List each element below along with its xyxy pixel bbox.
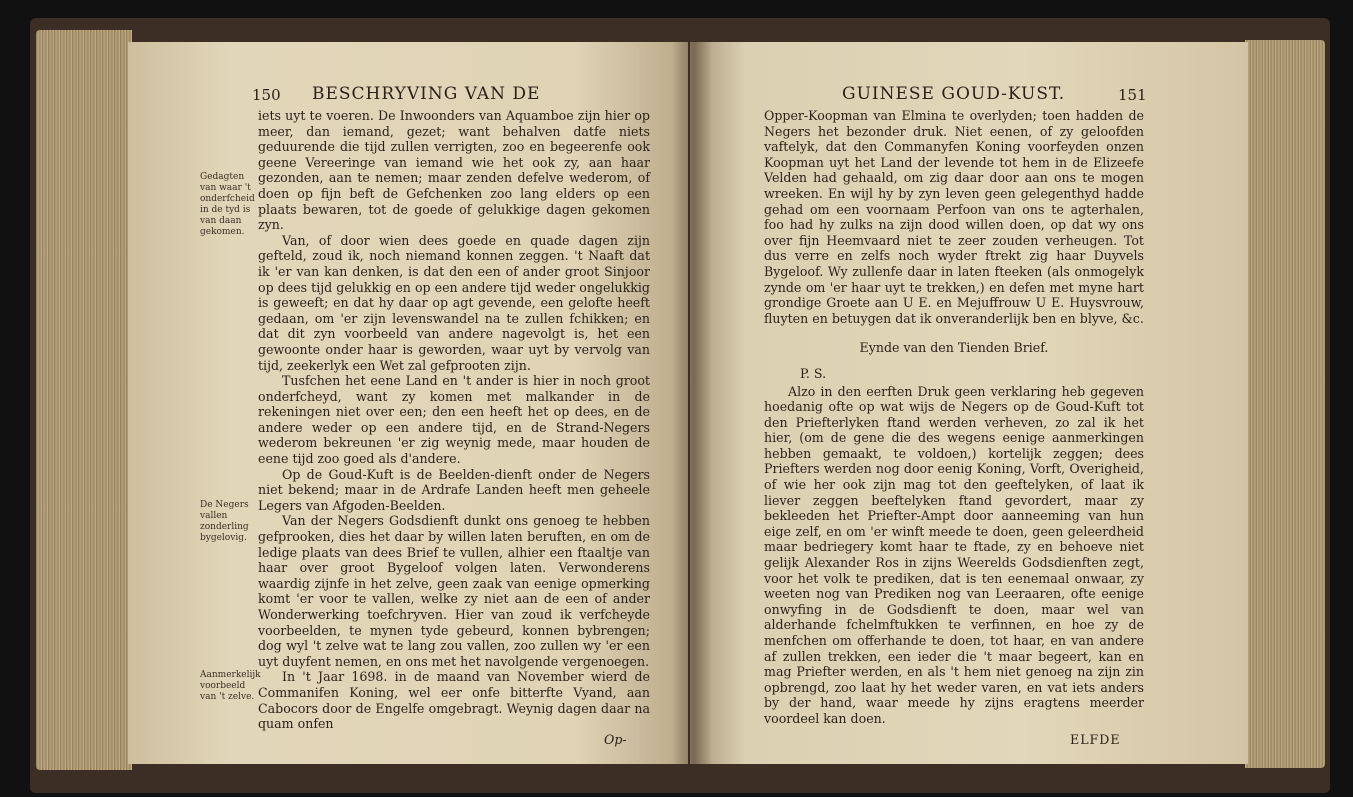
paragraph: In 't Jaar 1698. in de maand van November wierd de Commanifen Koning, wel eer onfe bitterfte Vyand, aan Cabocors door de Engelfe omgebragt. Weynig dagen daar na quam onfen: [258, 669, 650, 732]
left-page-edges: [36, 30, 132, 770]
margin-note-2: De Negers vallen zonderling bygelovig.: [200, 500, 249, 543]
right-running-header: GUINESE GOUD-KUST.: [842, 84, 1066, 104]
left-running-header: BESCHRYVING VAN DE: [312, 84, 541, 104]
closing-line: Eynde van den Tienden Brief.: [859, 340, 1049, 356]
right-page-number: 151: [1118, 86, 1147, 104]
paragraph: Opper-Koopman van Elmina te overlyden; toen hadden de Negers het bezonder druk. Niet eenen, of zy geloofden vaftelyk, dat den Commanyfen Koning voorfeyden onzen Koopman uyt het Land der levende tot hem in de Elizeefe Velden had gehaald, om zig daar door aan ons te mogen wreeken. En wijl hy by zyn leven geen gelegenthyd hadde gehad om een voornaam Perfoon van ons te agterhalen, foo had hy zulks na zijn dood willen doen, op dat wy ons over fijn Heemvaard niet te zeer zouden verheugen. Tot dus verre en zelfs noch wyder ftrekt zig haar Duyvels Bygeloof. Wy zullenfe daar in laten fteeken (als onmogelyk zynde om 'er haar uyt te trekken,) en defen met myne hart grondige Groete aan U E. en Mejuffrouw U E. Huysvrouw, fluyten en betuygen dat ik onveranderlijk ben en blyve, &c.: [764, 108, 1144, 326]
left-catchword: Op-: [604, 732, 627, 747]
right-catchword: ELFDE: [1070, 732, 1121, 747]
paragraph: Tusfchen het eene Land en 't ander is hier in noch groot onderfcheyd, want zy komen met malkander in de rekeningen niet over een; den een heeft het op dees, en de andere weder op een andere tijd, en de Strand-Negers wederom bekreunen 'er zig weynig mede, maar houden de eene tijd zoo goed als d'andere.: [258, 373, 650, 467]
left-page: [128, 42, 688, 764]
ps-label: P. S.: [800, 365, 827, 381]
right-page-edges: [1245, 40, 1325, 768]
margin-note-1: Gedagten van waar 't onderfcheid in de tyd is van daan gekomen.: [200, 172, 255, 237]
left-page-number: 150: [252, 86, 281, 104]
postscript: Alzo in den eerften Druk geen verklaring heb gegeven hoedanig ofte op wat wijs de Negers op de Goud-Kuft tot den Priefterlyken ftand werden verheven, zo zal ik het hier, (om de gene die des wegens eenige aanmerkingen hebben gemaakt, te voldoen,) kortelijk zeggen; dees Priefters werden nog door eenig Koning, Vorft, Overigheid, of wie her ook zijn mag tot den geeftelyken, of laat ik liever zeggen beeftelyken ftand gevordert, maar zy bekleeden het Priefter-Ampt door aanneeming van hun eige zelf, en om 'er winft meede te doen, geen geleerdheid maar bedriegery komt haar te ftade, zy en behoeve niet gelijk Alexander Ros in zijns Weerelds Godsdienften zegt, voor het volk te prediken, dat is ten eenemaal onwaar, zy weeten nog van Prediken nog van Leeraaren, ofte eenige onwyfing in de Godsdienft te doen, maar wel van alderhande fchelmftukken te verfinnen, en hoe zy de menfchen om offerhande te doen, tot haar, en van andere af zullen trekken, een ieder die 't maar begeert, kan en mag Priefter werden, en als 't hem niet genoeg na zijn zin opbrengd, zoo laat hy het weder varen, en vat iets anders by der hand, waar meede hy zijns eragtens meerder voordeel kan doen.: [764, 383, 1144, 726]
book-gutter: [672, 42, 712, 764]
paragraph: iets uyt te voeren. De Inwoonders van Aquamboe zijn hier op meer, dan iemand, gezet; want behalven datfe niets geduurende die tijd zullen verrigten, zoo en begeerenfe ook geene Vereeringe van iemand wie het ook zy, aan haar gezonden, aan te nemen; maar zenden defelve wederom, of doen op fijn beft de Gefchenken zoo lang elders op een plaats bewaren, tot de goede of gelukkige dagen gekomen zyn.: [258, 108, 650, 233]
left-page-body: [258, 108, 650, 732]
right-page: [690, 42, 1248, 764]
paragraph: Van, of door wien dees goede en quade dagen zijn gefteld, zoud ik, noch niemand konnen zeggen. 't Naaft dat ik 'er van kan denken, is dat den een of ander groot Sinjoor op dees tijd gelukkig en op een andere tijd weder ongelukkig is geweeft; en dat hy daar op agt gevende, een gelofte heeft gedaan, om 'er zijn levenswandel na te zullen fchikken; en dat dit zyn voorbeeld van andere nagevolgt is, het een gewoonte onder haar is geworden, waar uyt by vervolg van tijd, zeekerlyk een Wet zal gefprooten zijn.: [258, 232, 650, 373]
paragraph: Op de Goud-Kuft is de Beelden-dienft onder de Negers niet bekend; maar in de Ardrafe Landen heeft men geheele Legers van Afgoden-Beelden.: [258, 466, 650, 513]
paragraph: Van der Negers Godsdienft dunkt ons genoeg te hebben gefprooken, dies het daar by willen laten beruften, en om de ledige plaats van dees Brief te vullen, alhier een ftaaltje van haar over groot Bygeloof volgen laten. Verwonderens waardig zijnfe in het zelve, geen zaak van eenige opmerking komt 'er voor te vallen, welke zy niet aan de een of ander Wonderwerking toefchryven. Hier van zoud ik verfcheyde voorbeelden, te mynen tyde gebeurd, konnen bybrengen; dog wyl 't zelve wat te lang zou vallen, zoo zullen wy 'er een uyt duyfent nemen, en ons met het navolgende vergenoegen.: [258, 513, 650, 669]
margin-note-3: Aanmerkelijk voorbeeld van 't zelve.: [200, 670, 261, 702]
right-page-body: [764, 108, 1144, 727]
